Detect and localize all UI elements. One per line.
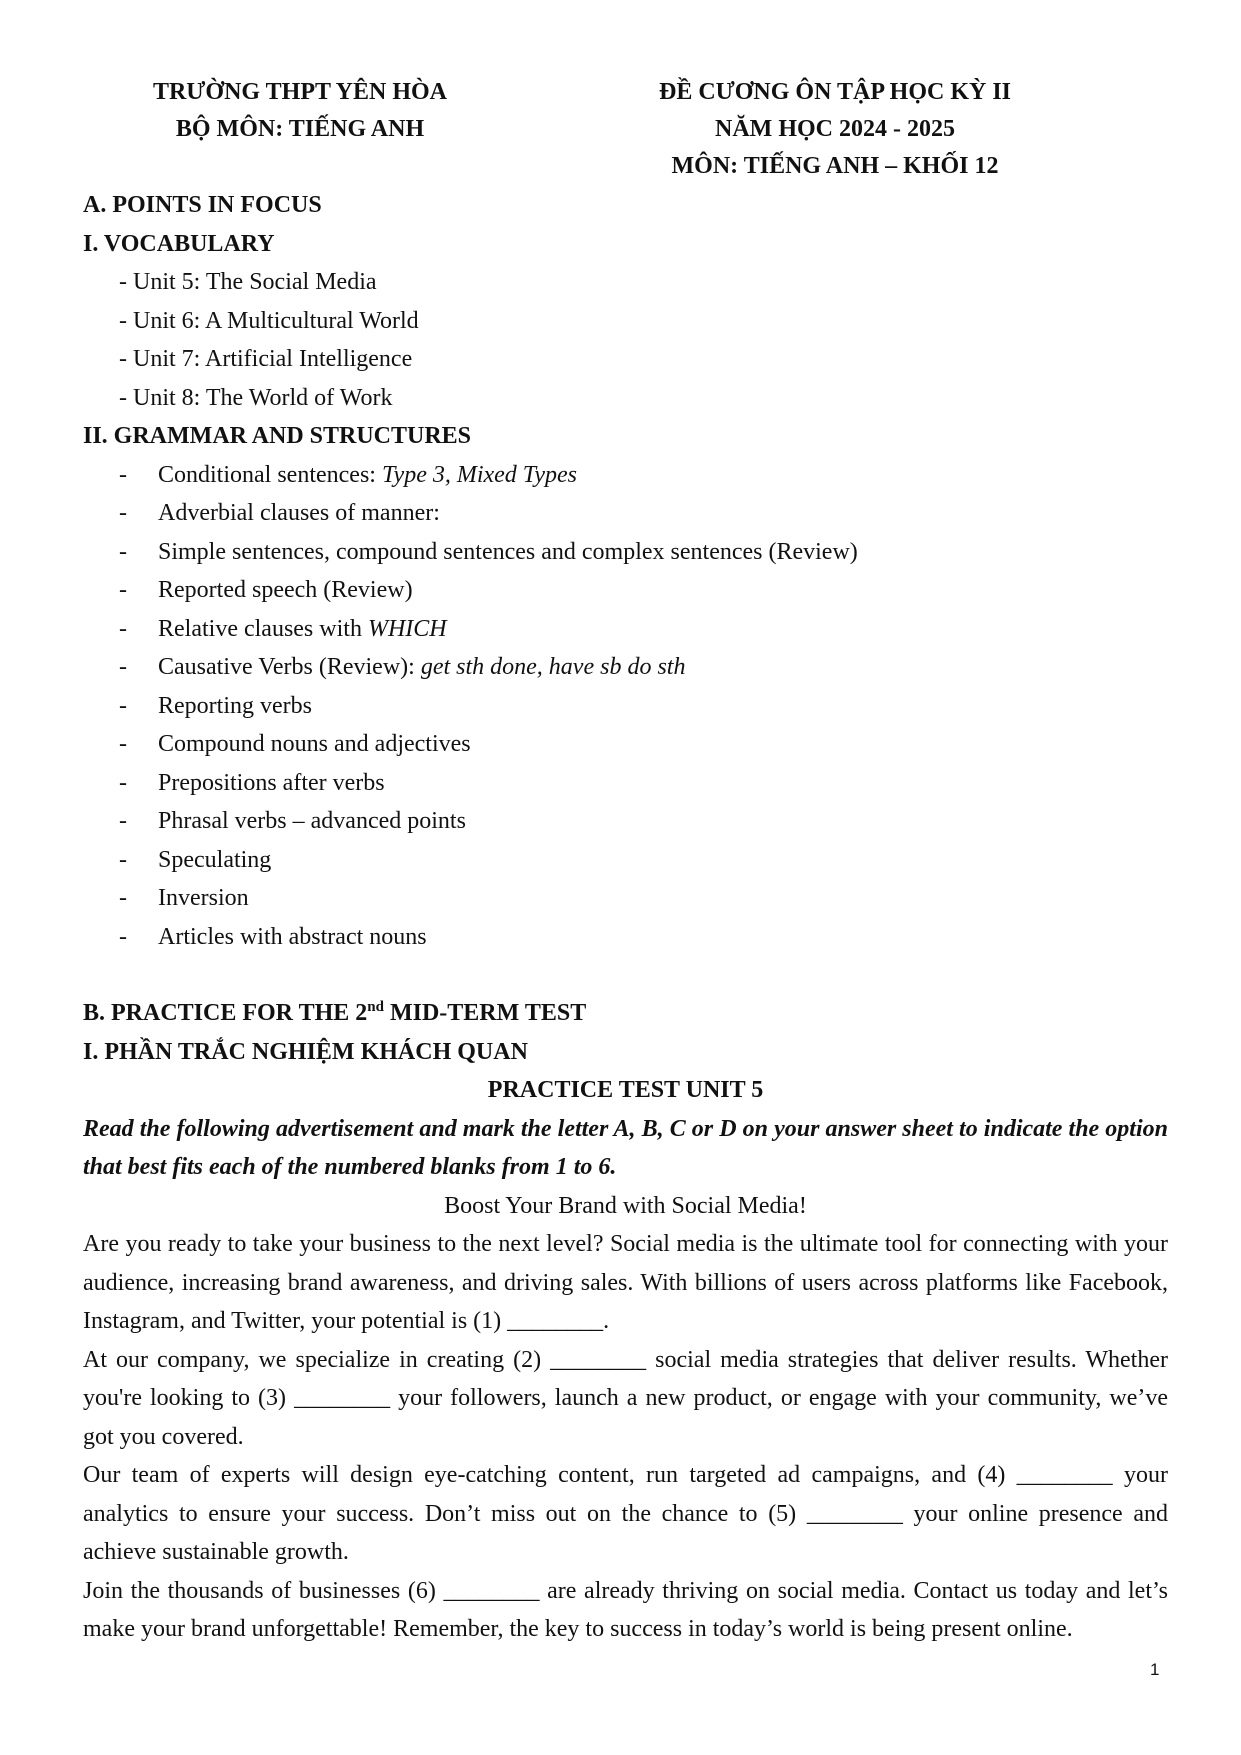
- document-header: [0, 74, 1241, 184]
- grammar-item: [83, 610, 1168, 649]
- subject-grade: MÔN: TIẾNG ANH – KHỐI 12: [671, 153, 999, 179]
- grammar-item-text: Compound nouns and adjectives: [158, 731, 471, 757]
- grammar-item: [83, 802, 1168, 841]
- grammar-item: [83, 764, 1168, 803]
- dash-bullet: -: [119, 654, 127, 680]
- dash-bullet: -: [119, 769, 127, 796]
- dash-bullet: -: [119, 846, 127, 873]
- school-block: [80, 74, 520, 148]
- unit-item: - Unit 6: A Multicultural World: [119, 307, 419, 334]
- section-b-title: [83, 994, 1168, 1033]
- grammar-item-text: Prepositions after verbs: [158, 769, 385, 796]
- grammar-title: II. GRAMMAR AND STRUCTURES: [83, 423, 472, 449]
- document-body: [83, 186, 1168, 1649]
- grammar-item: [83, 918, 1168, 957]
- grammar-item: [83, 841, 1168, 880]
- department-name: BỘ MÔN: TIẾNG ANH: [175, 116, 425, 142]
- dash-bullet: -: [119, 615, 127, 642]
- grammar-item-text: Causative Verbs (Review):: [158, 654, 421, 680]
- grammar-item: [83, 456, 1168, 495]
- unit-item: - Unit 7: Artificial Intelligence: [119, 346, 413, 372]
- section-a-title: A. POINTS IN FOCUS: [83, 192, 322, 218]
- dash-bullet: -: [119, 731, 127, 757]
- grammar-item: [83, 571, 1168, 610]
- school-year: NĂM HỌC 2024 - 2025: [715, 116, 955, 142]
- grammar-item-text: Articles with abstract nouns: [158, 923, 427, 950]
- practice-test-title: PRACTICE TEST UNIT 5: [487, 1077, 764, 1103]
- grammar-item: [83, 533, 1168, 572]
- grammar-item-text: Reported speech (Review): [158, 577, 413, 603]
- outline-title-block: [570, 74, 1100, 185]
- school-name: TRƯỜNG THPT YÊN HÒA: [152, 79, 448, 105]
- dash-bullet: -: [119, 923, 127, 950]
- advertisement-title: Boost Your Brand with Social Media!: [444, 1192, 807, 1219]
- dash-bullet: -: [119, 885, 127, 911]
- grammar-item-example: get sth done, have sb do sth: [420, 654, 686, 680]
- spacer: [83, 956, 1168, 994]
- ordinal-suffix: nd: [367, 999, 384, 1015]
- grammar-item: [83, 725, 1168, 764]
- section-b-title-pre: B. PRACTICE FOR THE 2: [83, 1000, 368, 1026]
- grammar-item-text: Simple sentences, compound sentences and complex sentences (Review): [158, 538, 858, 565]
- part-one-title: I. PHẦN TRẮC NGHIỆM KHÁCH QUAN: [83, 1038, 528, 1065]
- grammar-list: [83, 456, 1168, 957]
- reading-instruction: Read the following advertisement and mark the letter A, B, C or D on your answer sheet to indicate the option that best fits each of the numbered blanks from 1 to 6.: [83, 1115, 1168, 1180]
- grammar-item-text: Relative clauses with: [158, 615, 368, 642]
- dash-bullet: -: [119, 808, 127, 834]
- dash-bullet: -: [119, 500, 127, 526]
- page-number: 1: [1150, 1660, 1160, 1679]
- grammar-item-text: Conditional sentences:: [158, 461, 382, 488]
- ad-paragraph: At our company, we specialize in creating (2) ________ social media strategies that deliver results. Whether you're looking to (3) ________ your followers, launch a new product, or engage with your community, we’ve got you covered.: [83, 1346, 1168, 1450]
- ad-paragraph: Our team of experts will design eye-catching content, run targeted ad campaigns, and (4) ________ your analytics to ensure your success. Don’t miss out on the chance to (5) ________ your online presence and achieve sustainable growth.: [83, 1462, 1168, 1565]
- grammar-item-text: Phrasal verbs – advanced points: [158, 808, 466, 834]
- grammar-item-text: Speculating: [158, 846, 272, 873]
- grammar-item-text: Adverbial clauses of manner:: [158, 500, 440, 526]
- grammar-item-text: Reporting verbs: [158, 692, 312, 719]
- grammar-item: [83, 648, 1168, 687]
- dash-bullet: -: [119, 577, 127, 603]
- unit-item: - Unit 8: The World of Work: [119, 384, 393, 411]
- unit-item: - Unit 5: The Social Media: [119, 269, 377, 295]
- ad-paragraph: Are you ready to take your business to the next level? Social media is the ultimate tool for connecting with your audience, increasing brand awareness, and driving sales. With billions of users across platforms like Facebook, Instagram, and Twitter, your potential is (1) ________.: [83, 1231, 1168, 1334]
- grammar-item: [83, 687, 1168, 726]
- dash-bullet: -: [119, 461, 127, 488]
- grammar-item-text: Inversion: [158, 885, 249, 911]
- grammar-item-example: WHICH: [367, 615, 447, 642]
- grammar-item: [83, 494, 1168, 533]
- ad-paragraph: Join the thousands of businesses (6) ________ are already thriving on social media. Contact us today and let’s make your brand unforgettable! Remember, the key to success in today’s world is being present online.: [83, 1577, 1168, 1642]
- outline-title: ĐỀ CƯƠNG ÔN TẬP HỌC KỲ II: [658, 79, 1012, 105]
- vocabulary-title: I. VOCABULARY: [83, 230, 275, 257]
- grammar-item: [83, 879, 1168, 918]
- section-b-title-post: MID-TERM TEST: [383, 1000, 587, 1026]
- dash-bullet: -: [119, 692, 127, 719]
- dash-bullet: -: [119, 538, 127, 565]
- grammar-item-example: Type 3, Mixed Types: [381, 461, 578, 488]
